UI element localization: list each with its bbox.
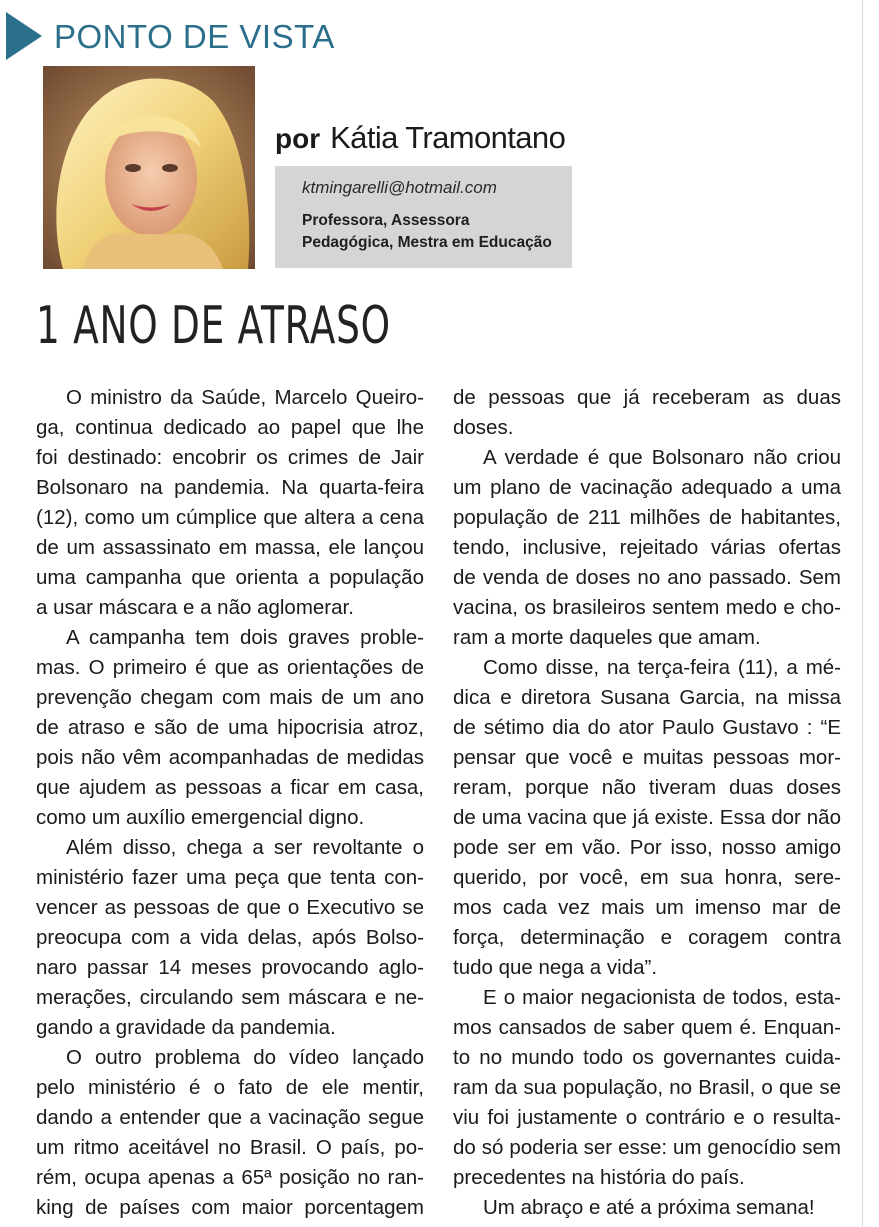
article-text-line: Bolsonaro na pandemia. Na quarta-feira [36,476,424,499]
article-text-line: a usar máscara e a não aglomerar. [36,596,354,619]
article-text-line: ram da sua população, no Brasil, o que se [453,1076,841,1099]
article-text-line: população de 211 milhões de habitantes, [453,506,841,529]
author-role-line: Professora, Assessora [302,212,470,229]
article-text-line: mos cada vez mais um imenso mar de [453,896,841,919]
author-name: Kátia Tramontano [330,120,566,155]
article-column-right [453,383,841,1223]
article-text-line: A verdade é que Bolsonaro não criou [483,446,841,469]
article-text-line: querido, por você, em sua honra, sere- [453,866,841,889]
author-role-line: Pedagógica, Mestra em Educação [302,234,552,251]
section-title: PONTO DE VISTA [54,18,335,55]
byline-prefix: por [275,123,321,154]
article-text-line: O outro problema do vídeo lançado [66,1046,424,1069]
article-text-line: ram a morte daqueles que amam. [453,626,761,649]
article-text-line: que ajudem as pessoas a ficar em casa, [36,776,424,799]
article-text-line: pensar que você e muitas pessoas mor- [453,746,841,769]
article-column-left [36,383,424,1223]
article-text-line: um plano de vacinação adequado a uma [453,476,841,499]
article-text-line: prevenção chegam com mais de um ano [36,686,424,709]
section-triangle-icon [6,12,42,60]
article-text-line: king de países com maior porcentagem [36,1196,424,1219]
article-text-line: merações, circulando sem máscara e ne- [36,986,424,1009]
article-text-line: dica e diretora Susana Garcia, na missa [453,686,841,709]
article-text-line: de pessoas que já receberam as duas [453,386,841,409]
article-text-line: O ministro da Saúde, Marcelo Queiro- [66,386,424,409]
page-edge-rule [862,0,863,1227]
article-text-line: força, determinação e coragem contra [453,926,841,949]
article-text-line: precedentes na história do país. [453,1166,745,1189]
article-text-line: foi destinado: encobrir os crimes de Jair [36,446,424,469]
article-text-line: pode ser em vão. Por isso, nosso amigo [453,836,841,859]
article-text-line: mos cansados de saber quem é. Enquan- [453,1016,841,1039]
author-email: ktmingarelli@hotmail.com [302,178,497,197]
article-text-line: Como disse, na terça-feira (11), a mé- [483,656,841,679]
author-info-box [275,166,572,268]
article-text-line: to no mundo todo os governantes cuida- [453,1046,841,1069]
article-text-line: ministério fazer uma peça que tenta con- [36,866,424,889]
article-text-line: (12), como um cúmplice que altera a cena [36,506,424,529]
article-text-line: pelo ministério é o fato de ele mentir, [36,1076,424,1099]
article-text-line: de venda de doses no ano passado. Sem [453,566,841,589]
article-text-line: preocupa com a vida delas, após Bolso- [36,926,424,949]
article-text-line: mas. O primeiro é que as orientações de [36,656,424,679]
article-text-line: como um auxílio emergencial digno. [36,806,365,829]
article-text-line: Além disso, chega a ser revoltante o [66,836,424,859]
author-photo [43,66,255,269]
article-text-line: reram, porque não tiveram duas doses [453,776,841,799]
author-role [302,210,552,254]
article-text-line: Um abraço e até a próxima semana! [483,1196,815,1219]
article-text-line: rém, ocupa apenas a 65ª posição no ran- [36,1166,424,1189]
article-text-line: viu foi justamente o contrário e o resulta- [453,1106,841,1129]
article-text-line: dando a entender que a vacinação segue [36,1106,424,1129]
article-text-line: de sétimo dia do ator Paulo Gustavo : “E [453,716,841,739]
article-text-line: vacina, os brasileiros sentem medo e cho- [453,596,841,619]
article-text-line: de um assassinato em massa, ele lançou [36,536,424,559]
article-text-line: A campanha tem dois graves proble- [66,626,424,649]
article-text-line: um ritmo aceitável no Brasil. O país, po- [36,1136,424,1159]
article-text-line: naro passar 14 meses provocando aglo- [36,956,424,979]
article-text-line: ga, continua dedicado ao papel que lhe [36,416,424,439]
article-text-line: de uma vacina que já existe. Essa dor não [453,806,841,829]
article-headline: 1 ANO DE ATRASO [36,296,391,356]
article-text-line: tudo que nega a vida”. [453,956,658,979]
article-text-line: doses. [453,416,514,439]
article-text-line: vencer as pessoas de que o Executivo se [36,896,424,919]
article-text-line: uma campanha que orienta a população [36,566,424,589]
article-text-line: E o maior negacionista de todos, esta- [483,986,841,1009]
article-text-line: de atraso e são de uma hipocrisia atroz, [36,716,424,739]
article-text-line: do só poderia ser esse: um genocídio sem [453,1136,841,1159]
article-text-line: pois não vêm acompanhadas de medidas [36,746,424,769]
article-text-line: tendo, inclusive, rejeitado várias ofertas [453,536,841,559]
article-text-line: gando a gravidade da pandemia. [36,1016,336,1039]
author-byline [275,120,565,156]
